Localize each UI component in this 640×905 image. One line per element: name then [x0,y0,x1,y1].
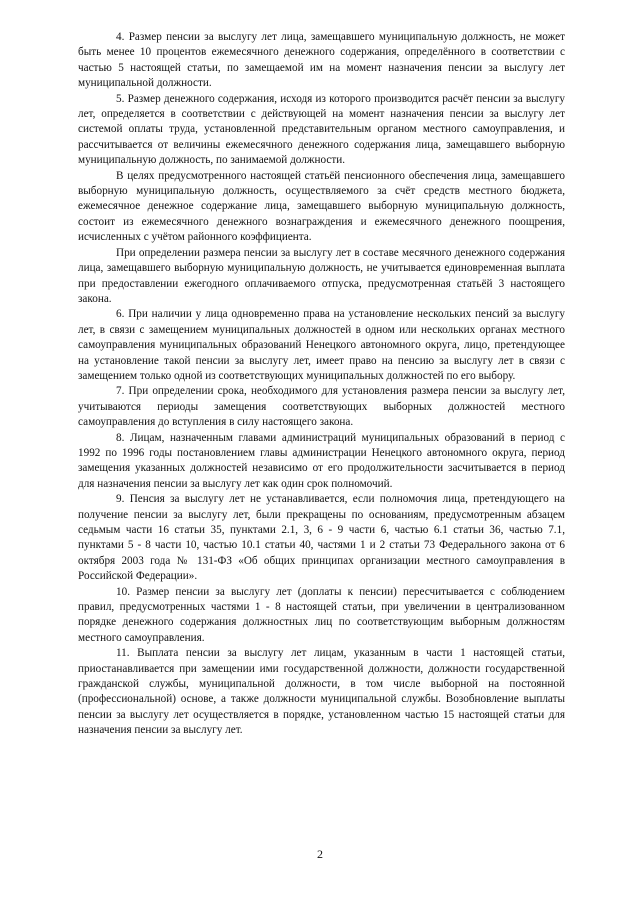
paragraph-part-9: 9. Пенсия за выслугу лет не устанавливается, если полномочия лица, претендующего на получение пенсии за выслугу лет, были прекращены по основаниям, предусмотренным абзацем седьмым части 16 статьи 35, пунктами 2.1, 3, 6 - 9 части 6, частью 6.1 статьи 36, частью 7.1, пунктами 5 - 8 части 10, частью 10.1 статьи 40, частями 1 и 2 статьи 73 Федерального закона от 6 октября 2003 года № 131-ФЗ «Об общих принципах организации местного самоуправления в Российской Федерации». [78,493,565,583]
document-body [78,30,565,739]
paragraph-part-11: 11. Выплата пенсии за выслугу лет лицам, указанным в части 1 настоящей статьи, приостанавливается при замещении ими государственной должности, должности государственной гражданской службы, муниципальной должности, в том числе выборной на постоянной (профессиональной) основе, а также должности муниципальной службы. Возобновление выплаты пенсии за выслугу лет осуществляется в порядке, установленном частью 15 настоящей статьи для назначения пенсии за выслугу лет. [78,647,565,737]
paragraph-part-5-cont-1: В целях предусмотренного настоящей статьёй пенсионного обеспечения лица, замещавшего выборную муниципальную должность, осуществляемого за счёт средств местного бюджета, ежемесячное денежное содержание лица, замещавшего выборную муниципальную должность, состоит из ежемесячного денежного вознаграждения и ежемесячного денежного поощрения, исчисленных с учётом районного коэффициента. [78,169,565,244]
paragraph-part-10: 10. Размер пенсии за выслугу лет (доплаты к пенсии) пересчитывается с соблюдением правил, предусмотренных частями 1 - 8 настоящей статьи, при увеличении в централизованном порядке денежного содержания должностных лиц по соответствующим выборным должностям местного самоуправления. [78,585,565,644]
page-number: 2 [317,847,323,861]
paragraph-part-4: 4. Размер пенсии за выслугу лет лица, замещавшего муниципальную должность, не может быть менее 10 процентов ежемесячного денежного содержания, определённого в соответствии с частью 5 настоящей статьи, по замещаемой им на момент назначения пенсии за выслугу лет муниципальной должности. [78,31,565,90]
paragraph-part-5-cont-2: При определении размера пенсии за выслугу лет в составе месячного денежного содержания лица, замещавшего выборную муниципальную должность, не учитывается единовременная выплата при предоставлении ежегодного оплачиваемого отпуска, предусмотренная статьёй 3 настоящего закона. [78,246,565,305]
paragraph-part-7: 7. При определении срока, необходимого для установления размера пенсии за выслугу лет, учитываются периоды замещения соответствующих выборных должностей местного самоуправления до вступления в силу настоящего закона. [78,385,565,429]
paragraph-part-5: 5. Размер денежного содержания, исходя из которого производится расчёт пенсии за выслугу лет, определяется в соответствии с действующей на момент назначения пенсии за выслугу лет системой оплаты труда, установленной представительным органом местного самоуправления, и рассчитывается от величины ежемесячного денежного содержания лица, замещавшего выборную муниципальную должность, по занимаемой должности. [78,92,565,167]
paragraph-part-6: 6. При наличии у лица одновременно права на установление нескольких пенсий за выслугу лет, в связи с замещением муниципальных должностей в одном или нескольких органах местного самоуправления муниципальных образований Ненецкого автономного округа, лицо, претендующее на установление такой пенсии за выслугу лет, имеет право на пенсию за выслугу лет в связи с замещением только одной из соответствующих муниципальных должностей по его выбору. [78,308,565,382]
paragraph-part-8: 8. Лицам, назначенным главами администраций муниципальных образований в период с 1992 по 1996 годы постановлением главы администрации Ненецкого автономного округа, период замещения указанных должностей независимо от его продолжительности засчитывается в период для назначения пенсии за выслугу лет как один срок полномочий. [78,431,565,490]
